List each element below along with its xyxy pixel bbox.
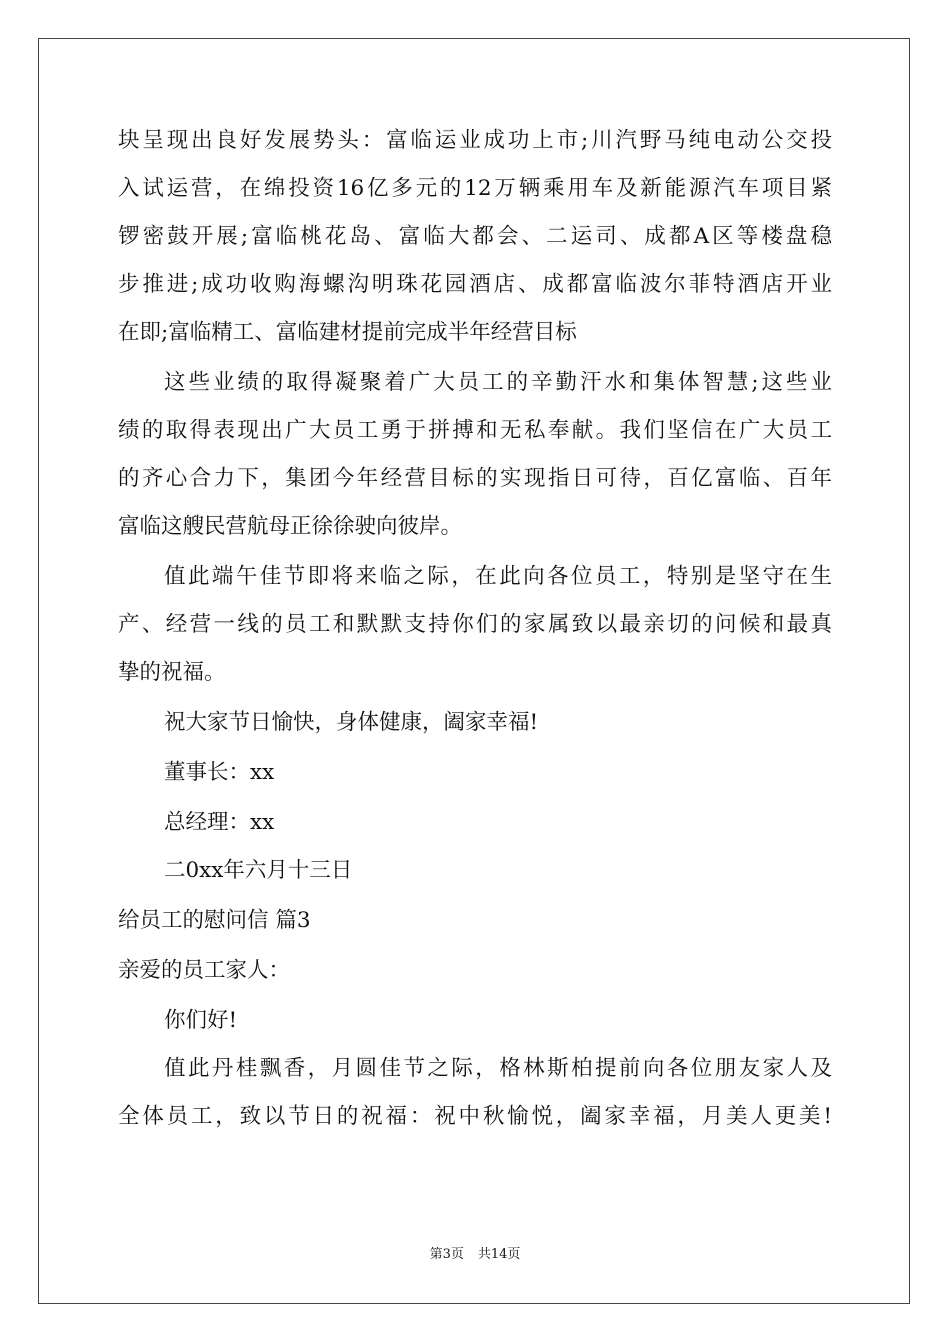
paragraph-first-line: 值此丹桂飘香，月圆佳节之际，格林斯柏提前向各位朋友家人及 bbox=[164, 1056, 832, 1081]
text-line: 全体员工，致以节日的祝福：祝中秋愉悦，阖家幸福，月美人更美! bbox=[118, 1104, 832, 1129]
paragraph-first-line: 这些业绩的取得凝聚着广大员工的辛勤汗水和集体智慧;这些业 bbox=[164, 370, 832, 395]
text-line: 在即;富临精工、富临建材提前完成半年经营目标 bbox=[118, 320, 577, 345]
text-line: 的齐心合力下，集团今年经营目标的实现指日可待，百亿富临、百年 bbox=[118, 466, 832, 491]
section-heading: 给员工的慰问信 篇3 bbox=[118, 908, 311, 933]
text-line: 块呈现出良好发展势头：富临运业成功上市;川汽野马纯电动公交投 bbox=[118, 128, 832, 153]
paragraph-first-line: 值此端午佳节即将来临之际，在此向各位员工，特别是坚守在生 bbox=[164, 564, 832, 589]
greeting-line: 祝大家节日愉快，身体健康，阖家幸福! bbox=[164, 710, 539, 735]
salutation: 亲爱的员工家人： bbox=[118, 958, 291, 983]
text-line: 绩的取得表现出广大员工勇于拼搏和无私奉献。我们坚信在广大员工 bbox=[118, 418, 832, 443]
date-line: 二0xx年六月十三日 bbox=[164, 858, 353, 883]
text-line: 步推进;成功收购海螺沟明珠花园酒店、成都富临波尔菲特酒店开业 bbox=[118, 272, 832, 297]
page-footer bbox=[0, 1246, 950, 1264]
signature-manager: 总经理：xx bbox=[164, 810, 275, 835]
text-line: 入试运营，在绵投资16亿多元的12万辆乘用车及新能源汽车项目紧 bbox=[118, 176, 832, 201]
signature-chairman: 董事长：xx bbox=[164, 760, 275, 785]
text-line: 产、经营一线的员工和默默支持你们的家属致以最亲切的问候和最真 bbox=[118, 612, 832, 637]
page-total: 共14页 bbox=[477, 1247, 521, 1262]
page-number: 第3页 bbox=[429, 1247, 464, 1262]
text-line: 富临这艘民营航母正徐徐驶向彼岸。 bbox=[118, 514, 463, 539]
text-line: 锣密鼓开展;富临桃花岛、富临大都会、二运司、成都A区等楼盘稳 bbox=[118, 224, 832, 249]
text-line: 挚的祝福。 bbox=[118, 660, 226, 685]
greeting: 你们好! bbox=[164, 1008, 238, 1033]
